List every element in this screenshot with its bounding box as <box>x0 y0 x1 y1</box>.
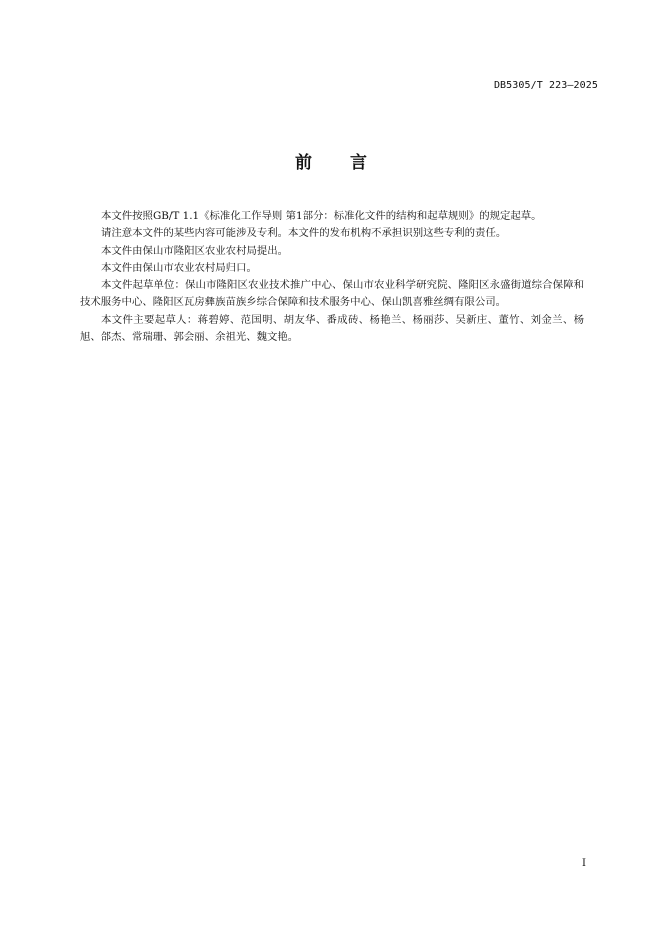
paragraph-drafting-units: 本文件起草单位：保山市隆阳区农业技术推广中心、保山市农业科学研究院、隆阳区永盛街道综合保障和技术服务中心、隆阳区瓦房彝族苗族乡综合保障和技术服务中心、保山凯喜雅丝绸有限公司。 <box>80 279 584 309</box>
paragraph-patent-notice: 请注意本文件的某些内容可能涉及专利。本文件的发布机构不承担识别这些专利的责任。 <box>101 227 507 240</box>
paragraph-drafting-rules: 本文件按照GB/T 1.1《标准化工作导则 第1部分：标准化文件的结构和起草规则》的规定起草。 <box>101 210 542 222</box>
paragraph-drafters: 本文件主要起草人：蒋碧婷、范国明、胡友华、番成砖、杨艳兰、杨丽莎、吴新庄、董竹、刘金兰、杨旭、郃杰、常瑞珊、郭会丽、余祖光、魏文艳。 <box>80 313 584 344</box>
paragraph-proposed-by: 本文件由保山市隆阳区农业农村局提出。 <box>101 244 289 257</box>
page-number: I <box>582 858 586 869</box>
document-code: DB5305/T 223—2025 <box>493 80 598 91</box>
page-title: 前言 <box>295 153 405 173</box>
foreword-body <box>80 208 584 346</box>
paragraph-administered-by: 本文件由保山市农业农村局归口。 <box>101 261 257 274</box>
